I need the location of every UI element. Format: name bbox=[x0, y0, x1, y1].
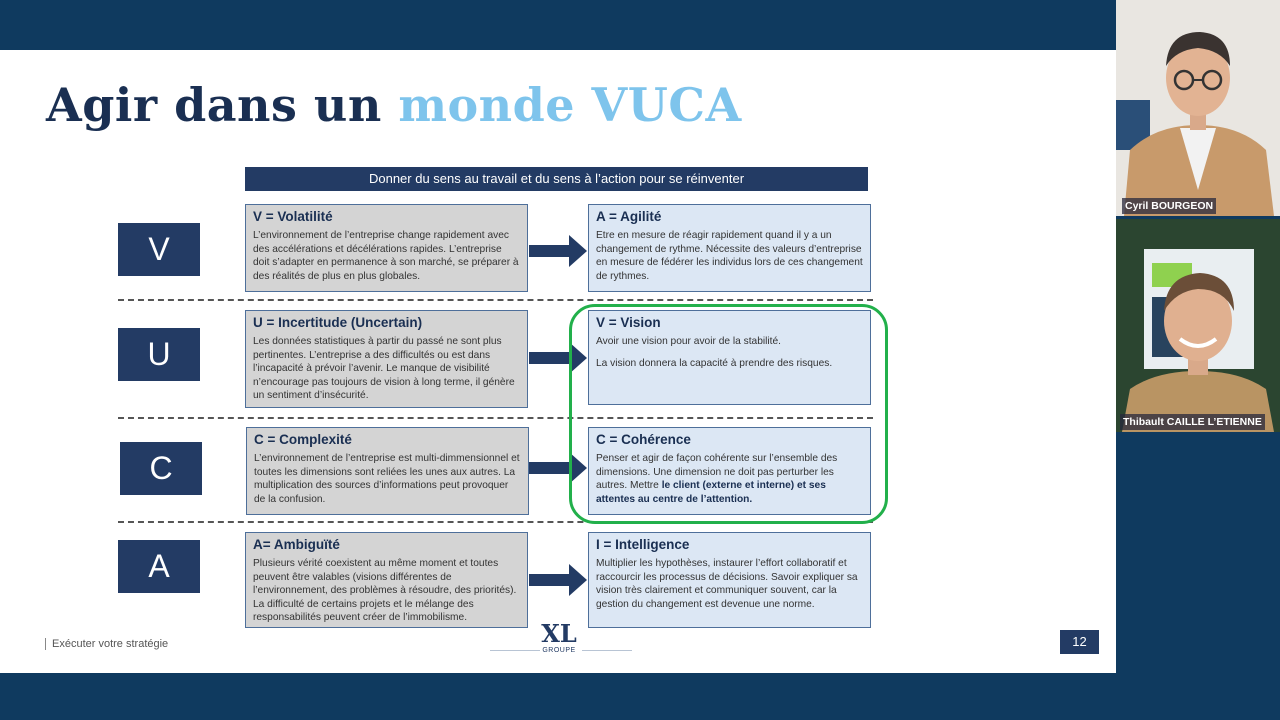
logo-line-right bbox=[582, 650, 632, 651]
volatility-box bbox=[245, 204, 528, 292]
participant-avatar-icon bbox=[1116, 0, 1280, 216]
uncertainty-box bbox=[245, 310, 528, 408]
ambiguity-box bbox=[245, 532, 528, 628]
box-body: Etre en mesure de réagir rapidement quand il y a un changement de rythme. Nécessite des valeurs d’entreprise en mesure de fédérer les individus lors de ces changement de rythmes. bbox=[596, 230, 863, 282]
box-title: A= Ambiguïté bbox=[253, 537, 340, 552]
box-title: U = Incertitude (Uncertain) bbox=[253, 315, 423, 330]
coherence-bold-text: le client (externe et interne) et ses attentes au centre de l’attention. bbox=[596, 480, 826, 505]
participants-panel-background bbox=[1116, 432, 1280, 720]
slide-footer: Exécuter votre stratégie bbox=[45, 638, 168, 650]
participant-avatar-icon bbox=[1116, 219, 1280, 432]
box-title: A = Agilité bbox=[596, 209, 662, 224]
arrow-right-icon bbox=[529, 564, 587, 596]
arrow-right-icon bbox=[529, 235, 587, 267]
participant-video-1[interactable] bbox=[1116, 0, 1280, 216]
box-title: C = Cohérence bbox=[596, 432, 691, 447]
participant-name-label: Thibault CAILLE L’ETIENNE bbox=[1120, 414, 1265, 430]
xl-groupe-logo: XL GROUPE bbox=[541, 619, 577, 654]
box-body: L’environnement de l’entreprise change rapidement avec des accélérations et décélérations rapides. L’entreprise doit s’adapter en permanence à son marché, se préparer à des réalités de plus en plus globales. bbox=[253, 230, 519, 282]
participant-video-2[interactable] bbox=[1116, 219, 1280, 432]
participant-name-label: Cyril BOURGEON bbox=[1122, 198, 1216, 214]
page-number: 12 bbox=[1060, 630, 1099, 654]
slide-title-main: Agir dans un bbox=[46, 78, 399, 132]
agility-box bbox=[588, 204, 871, 292]
row-separator bbox=[118, 299, 873, 301]
meeting-top-bar bbox=[0, 0, 1116, 50]
box-body: Plusieurs vérité coexistent au même moment et toutes peuvent être valables (visions différentes de l’environnement, des problèmes à résoudre, des priorités). La difficulté de certains projets et le mélange des responsabilités peuvent créer de l’immobilisme. bbox=[253, 558, 517, 624]
complexity-box bbox=[246, 427, 529, 515]
letter-a: A bbox=[118, 540, 200, 593]
vision-line-1: Avoir une vision pour avoir de la stabilité. bbox=[596, 336, 781, 347]
box-body: L’environnement de l’entreprise est multi-dimmensionnel et toutes les dimensions sont reliées les unes aux autres. La multiplication des sources d’informations peut provoquer de la confusion. bbox=[254, 453, 520, 505]
logo-line-left bbox=[490, 650, 540, 651]
slide-banner: Donner du sens au travail et du sens à l’action pour se réinventer bbox=[245, 167, 868, 191]
shared-slide bbox=[0, 50, 1116, 673]
box-title: C = Complexité bbox=[254, 432, 352, 447]
highlight-circle bbox=[569, 304, 888, 524]
slide-title bbox=[46, 78, 742, 132]
intelligence-box bbox=[588, 532, 871, 628]
box-body: Multiplier les hypothèses, instaurer l’effort collaboratif et raccourcir les processus de décisions. Savoir expliquer sa vision très clairement et communiquer souvent, car la gestion du changement est devenue une norme. bbox=[596, 558, 858, 610]
box-body: Les données statistiques à partir du passé ne sont plus pertinentes. L’entreprise a des difficultés ou est dans l’incapacité à prévoir l’avenir. Le manque de visibilité n’encourage pas toujours de vision à long terme, il génère un sentiment d’insécurité. bbox=[253, 336, 515, 402]
box-title: V = Vision bbox=[596, 315, 661, 330]
letter-c: C bbox=[120, 442, 202, 495]
coherence-text: Penser et agir de façon cohérente sur l’ensemble des dimensions. Une dimension ne doit pas perturber les autres. Mettre bbox=[596, 453, 838, 492]
letter-u: U bbox=[118, 328, 200, 381]
letter-v: V bbox=[118, 223, 200, 276]
slide-title-accent: monde VUCA bbox=[398, 78, 742, 132]
meeting-bottom-bar bbox=[0, 673, 1116, 720]
box-title: V = Volatilité bbox=[253, 209, 333, 224]
box-title: I = Intelligence bbox=[596, 537, 690, 552]
vision-line-2: La vision donnera la capacité à prendre des risques. bbox=[596, 357, 833, 369]
